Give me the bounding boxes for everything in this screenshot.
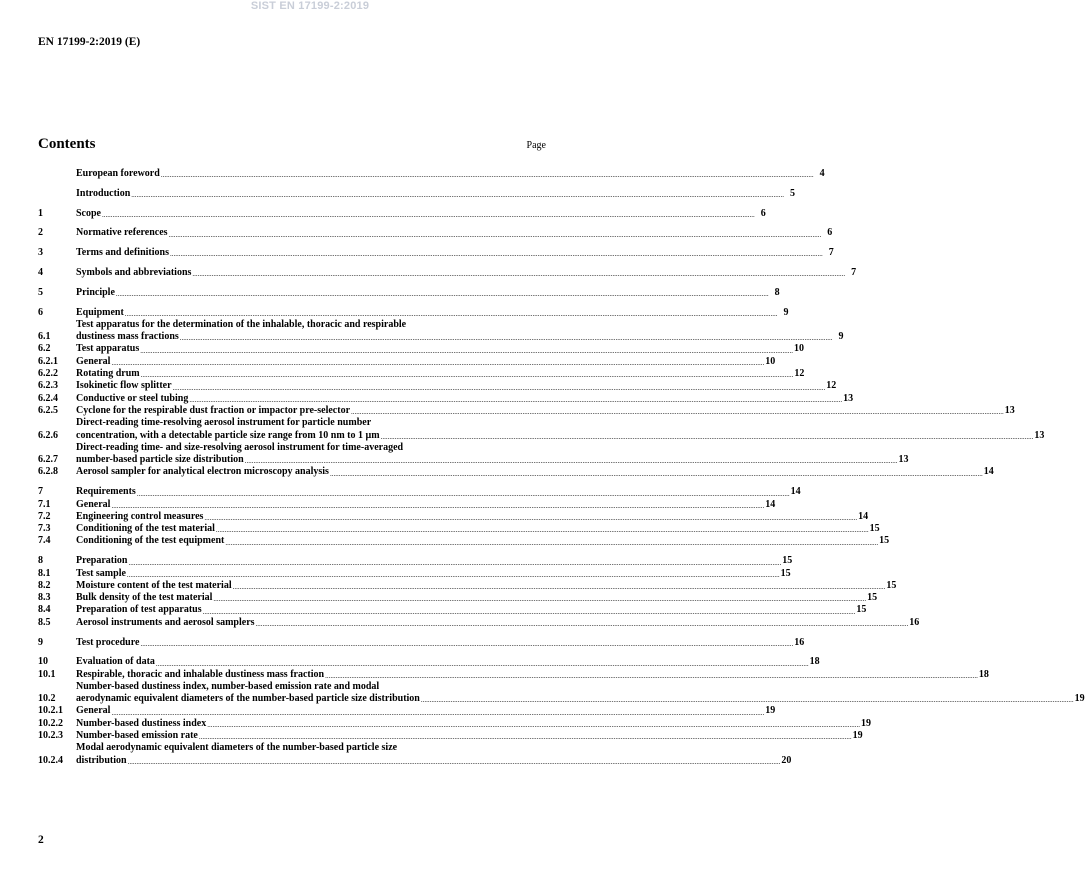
toc-entry-number: 6.2.4 [38, 392, 58, 404]
toc-entry-title: Principle [76, 286, 115, 298]
toc-entry[interactable] [38, 318, 844, 344]
toc-entry-title: Direct-reading time- and size-resolving aerosol instrument for time-averaged [76, 441, 404, 453]
toc-entry-page: 12 [794, 368, 805, 380]
toc-entry-title: Introduction [76, 187, 131, 199]
toc-entry-page: 9 [783, 306, 789, 318]
toc-entry-page: 15 [780, 567, 791, 579]
toc-entry-title: Normative references [76, 227, 168, 239]
toc-entry[interactable] [38, 168, 825, 180]
toc-entry[interactable] [38, 636, 805, 649]
toc-entry[interactable] [38, 730, 863, 742]
toc-entry-title: Test sample [76, 567, 126, 579]
toc-entry-page: 19 [852, 730, 863, 742]
toc-entry[interactable] [38, 705, 776, 717]
toc-entry-title: Conductive or steel tubing [76, 392, 189, 404]
toc-entry-number: 2 [38, 227, 43, 239]
toc-entry[interactable] [38, 187, 796, 200]
toc-entry-number: 7 [38, 486, 43, 498]
toc-entry-page: 19 [1074, 693, 1085, 705]
toc-dot-leader [180, 333, 833, 343]
toc-entry-number: 6 [38, 306, 43, 318]
toc-entry-title: Preparation [76, 555, 128, 567]
toc-entry-number: 8.1 [38, 567, 51, 579]
toc-entry-number: 10.2.4 [38, 754, 63, 766]
page-number: 2 [38, 834, 44, 846]
toc-entry-page: 15 [869, 523, 880, 535]
toc-entry-number: 6.2.2 [38, 368, 58, 380]
toc-entry[interactable] [38, 286, 780, 299]
toc-entry-title: Evaluation of data [76, 656, 155, 668]
toc-entry-title: General [76, 705, 111, 717]
page-column-label: Page [526, 140, 546, 151]
toc-entry-page: 13 [1034, 429, 1045, 441]
toc-entry-title: Respirable, thoracic and inhalable dustiness mass fraction [76, 668, 325, 680]
toc-entry[interactable] [38, 616, 920, 629]
toc-entry-number: 6.2.3 [38, 380, 58, 392]
toc-entry-page: 18 [809, 656, 820, 668]
toc-entry-title: Modal aerodynamic equivalent diameters of the number-based particle size [76, 742, 398, 754]
toc-entry-title: Moisture content of the test material [76, 579, 232, 591]
toc-dot-leader [156, 659, 809, 669]
page-title: Contents [38, 136, 96, 152]
toc-entry[interactable] [38, 227, 833, 239]
toc-dot-leader [233, 582, 886, 592]
toc-dot-leader [127, 570, 780, 580]
toc-entry-title: Test apparatus for the determination of the inhalable, thoracic and respirable [76, 318, 407, 330]
toc-entry-number: 5 [38, 286, 43, 298]
toc-entry-page: 16 [794, 636, 805, 648]
toc-entry-title: Bulk density of the test material [76, 592, 213, 604]
toc-entry-number: 7.4 [38, 535, 51, 547]
toc-dot-leader [216, 525, 869, 535]
toc-entry[interactable] [38, 380, 837, 392]
toc-entry-number: 10 [38, 656, 48, 668]
toc-entry[interactable] [38, 392, 854, 405]
toc-entry[interactable] [38, 592, 878, 604]
toc-entry-title: dustiness mass fractions [76, 331, 179, 343]
toc-dot-leader [111, 708, 764, 718]
toc-entry-title: Test procedure [76, 636, 140, 648]
toc-entry-page: 15 [879, 535, 890, 547]
toc-entry-page: 6 [760, 207, 766, 219]
toc-entry[interactable] [38, 604, 867, 616]
toc-entry-number: 8.5 [38, 616, 51, 628]
toc-entry-page: 10 [794, 343, 805, 355]
toc-dot-leader [245, 456, 898, 466]
toc-entry-title: Equipment [76, 306, 124, 318]
toc-dot-leader [137, 489, 790, 499]
toc-entry[interactable] [38, 368, 805, 380]
document-id: EN 17199-2:2019 (E) [38, 36, 141, 48]
toc-dot-leader [161, 170, 814, 180]
toc-dot-leader [111, 358, 764, 368]
toc-dot-leader [125, 309, 778, 319]
toc-entry[interactable] [38, 535, 890, 547]
toc-dot-leader [381, 432, 1034, 442]
table-of-contents [38, 168, 1085, 767]
toc-entry-number: 8.4 [38, 604, 51, 616]
toc-entry-page: 14 [790, 486, 801, 498]
toc-entry-title: General [76, 498, 111, 510]
toc-entry-number: 10.2.3 [38, 730, 63, 742]
toc-entry-number: 10.1 [38, 668, 56, 680]
toc-dot-leader [203, 607, 856, 617]
toc-entry-page: 19 [860, 717, 871, 729]
toc-dot-leader [192, 269, 845, 279]
toc-entry-title: Number-based emission rate [76, 730, 198, 742]
toc-entry-number: 6.2.1 [38, 355, 58, 367]
toc-entry-title: Symbols and abbreviations [76, 266, 192, 278]
toc-entry-title: Isokinetic flow splitter [76, 380, 172, 392]
toc-entry-page: 15 [856, 604, 867, 616]
toc-dot-leader [116, 289, 769, 299]
toc-entry-page: 18 [978, 668, 989, 680]
toc-entry-number: 10.2 [38, 693, 56, 705]
toc-entry-page: 15 [782, 555, 793, 567]
toc-entry-page: 15 [886, 579, 897, 591]
toc-entry-number: 4 [38, 266, 43, 278]
toc-entry[interactable] [38, 207, 766, 220]
toc-dot-leader [131, 190, 784, 200]
toc-entry-title: Aerosol sampler for analytical electron microscopy analysis [76, 466, 329, 478]
toc-dot-leader [140, 346, 793, 356]
toc-entry-number: 9 [38, 636, 43, 648]
toc-dot-leader [140, 639, 793, 649]
toc-entry-title: Conditioning of the test material [76, 523, 215, 535]
toc-dot-leader [170, 249, 823, 259]
toc-dot-leader [351, 407, 1004, 417]
toc-entry[interactable] [38, 441, 909, 467]
toc-entry-number: 6.2 [38, 343, 51, 355]
toc-dot-leader [102, 210, 755, 220]
toc-dot-leader [173, 383, 826, 393]
toc-entry[interactable] [38, 355, 776, 368]
toc-entry-number: 3 [38, 247, 43, 259]
toc-entry-title: number-based particle size distribution [76, 454, 244, 466]
toc-dot-leader [421, 695, 1074, 705]
toc-entry-title: Number-based dustiness index, number-based emission rate and modal [76, 680, 380, 692]
toc-dot-leader [325, 671, 978, 681]
toc-entry-number: 7.3 [38, 523, 51, 535]
toc-entry-title: Scope [76, 207, 101, 219]
toc-entry-page: 13 [843, 392, 854, 404]
toc-entry-page: 7 [828, 247, 834, 259]
toc-entry-number: 7.2 [38, 510, 51, 522]
toc-entry-title: concentration, with a detectable particle size range from 10 nm to 1 µm [76, 429, 380, 441]
toc-entry[interactable] [38, 466, 994, 478]
toc-entry-page: 14 [858, 510, 869, 522]
toc-entry-page: 7 [851, 266, 857, 278]
toc-dot-leader [225, 538, 878, 548]
toc-dot-leader [189, 395, 842, 405]
toc-entry[interactable] [38, 404, 1015, 417]
toc-dot-leader [128, 757, 781, 767]
toc-dot-leader [128, 558, 781, 568]
toc-entry-title: Preparation of test apparatus [76, 604, 202, 616]
toc-entry[interactable] [38, 742, 792, 767]
toc-entry-title: Number-based dustiness index [76, 717, 207, 729]
toc-entry-page: 5 [790, 187, 796, 199]
toc-entry-page: 13 [1004, 404, 1015, 416]
toc-dot-leader [207, 720, 860, 730]
toc-entry-title: Requirements [76, 486, 136, 498]
toc-entry[interactable] [38, 680, 1085, 706]
toc-entry[interactable] [38, 567, 791, 580]
toc-entry[interactable] [38, 555, 793, 567]
toc-entry[interactable] [38, 343, 805, 355]
toc-entry-title: Engineering control measures [76, 510, 204, 522]
toc-entry-number: 1 [38, 207, 43, 219]
toc-entry[interactable] [38, 656, 820, 668]
toc-entry[interactable] [38, 523, 880, 535]
toc-entry-number: 10.2.2 [38, 717, 63, 729]
toc-entry-number: 6.2.5 [38, 404, 58, 416]
toc-entry-number: 8.3 [38, 592, 51, 604]
toc-entry-number: 10.2.1 [38, 705, 63, 717]
toc-entry-number: 6.1 [38, 331, 51, 343]
toc-entry-title: General [76, 355, 111, 367]
toc-entry[interactable] [38, 417, 1045, 442]
toc-entry[interactable] [38, 247, 834, 259]
toc-entry[interactable] [38, 306, 789, 319]
toc-dot-leader [204, 513, 857, 523]
toc-dot-leader [169, 230, 822, 240]
toc-entry-page: 15 [867, 592, 878, 604]
toc-entry[interactable] [38, 266, 857, 279]
toc-entry-title: Rotating drum [76, 368, 140, 380]
watermark: SIST EN 17199-2:2019 [250, 0, 370, 12]
toc-entry-number: 6.2.6 [38, 429, 58, 441]
toc-entry-title: aerodynamic equivalent diameters of the number-based particle size distribution [76, 693, 420, 705]
toc-entry-title: Cyclone for the respirable dust fraction or impactor pre-selector [76, 404, 351, 416]
toc-entry-page: 10 [765, 355, 776, 367]
toc-entry-title: European foreword [76, 168, 160, 179]
toc-entry[interactable] [38, 510, 869, 523]
toc-dot-leader [330, 469, 983, 479]
toc-entry-number: 8.2 [38, 579, 51, 591]
toc-entry[interactable] [38, 668, 989, 681]
toc-entry-page: 19 [765, 705, 776, 717]
toc-dot-leader [111, 501, 764, 511]
toc-entry-number: 8 [38, 555, 43, 567]
toc-dot-leader [141, 370, 794, 380]
toc-entry-title: Conditioning of the test equipment [76, 535, 225, 547]
toc-entry-page: 9 [838, 331, 844, 343]
toc-entry-page: 14 [765, 498, 776, 510]
toc-entry[interactable] [38, 486, 801, 498]
toc-entry-title: Direct-reading time-resolving aerosol instrument for particle number [76, 417, 372, 429]
toc-dot-leader [199, 732, 852, 742]
toc-entry-page: 16 [909, 616, 920, 628]
toc-entry-title: Aerosol instruments and aerosol samplers [76, 616, 255, 628]
toc-entry-page: 14 [983, 466, 994, 478]
toc-entry-page: 12 [826, 380, 837, 392]
toc-entry-title: distribution [76, 754, 127, 766]
toc-entry-number: 7.1 [38, 498, 51, 510]
toc-dot-leader [256, 619, 909, 629]
toc-entry-page: 4 [819, 168, 825, 179]
toc-entry[interactable] [38, 717, 871, 730]
toc-dot-leader [213, 594, 866, 604]
toc-entry-number: 6.2.7 [38, 454, 58, 466]
toc-entry-page: 8 [774, 286, 780, 298]
toc-entry-page: 20 [781, 754, 792, 766]
toc-entry-title: Terms and definitions [76, 247, 169, 259]
toc-entry-title: Test apparatus [76, 343, 140, 355]
toc-entry-page: 13 [898, 454, 909, 466]
toc-entry-number: 6.2.8 [38, 466, 58, 478]
toc-entry[interactable] [38, 579, 897, 592]
toc-entry-page: 6 [827, 227, 833, 239]
toc-entry[interactable] [38, 498, 776, 511]
